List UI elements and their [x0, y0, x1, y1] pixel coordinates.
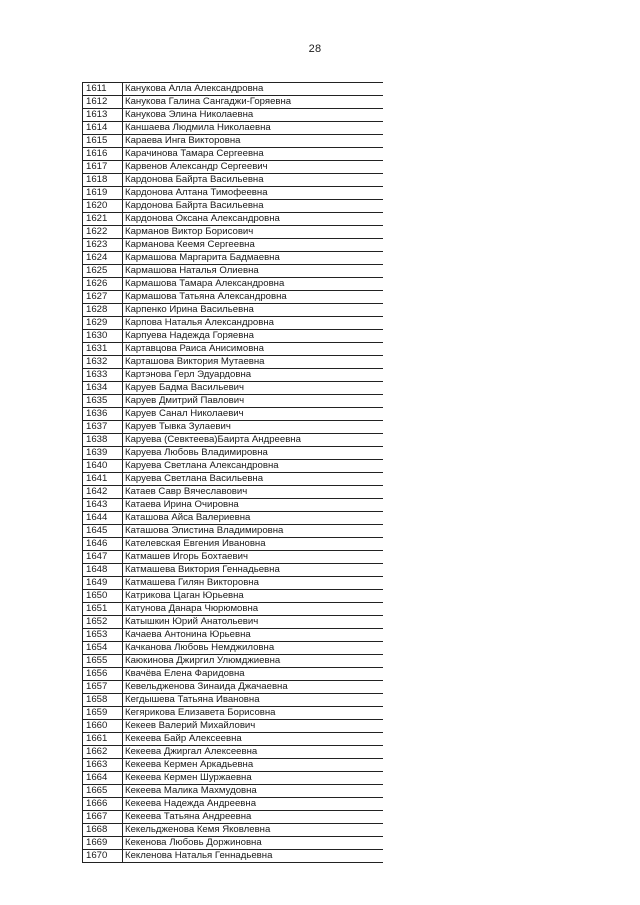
table-row [83, 668, 383, 681]
table-row [83, 408, 383, 421]
row-number: 1612 [83, 96, 123, 109]
row-full-name: Карпуева Надежда Горяевна [123, 330, 383, 343]
row-full-name: Кекеева Кермен Аркадьевна [123, 759, 383, 772]
table-row [83, 837, 383, 850]
table-row [83, 629, 383, 642]
row-full-name: Катмашева Виктория Геннадьевна [123, 564, 383, 577]
row-full-name: Катаев Савр Вячеславович [123, 486, 383, 499]
row-number: 1613 [83, 109, 123, 122]
row-full-name: Карманов Виктор Борисович [123, 226, 383, 239]
table-row [83, 330, 383, 343]
table-row [83, 694, 383, 707]
row-full-name: Карпенко Ирина Васильевна [123, 304, 383, 317]
table-row [83, 213, 383, 226]
row-number: 1611 [83, 83, 123, 96]
row-full-name: Квачёва Елена Фаридовна [123, 668, 383, 681]
row-full-name: Кекленова Наталья Геннадьевна [123, 850, 383, 863]
row-number: 1647 [83, 551, 123, 564]
table-row [83, 460, 383, 473]
table-row [83, 642, 383, 655]
row-number: 1643 [83, 499, 123, 512]
row-full-name: Каруева Любовь Владимировна [123, 447, 383, 460]
table-row [83, 564, 383, 577]
table-row [83, 850, 383, 863]
table-row [83, 811, 383, 824]
row-number: 1627 [83, 291, 123, 304]
row-full-name: Кекеева Байр Алексеевна [123, 733, 383, 746]
row-full-name: Каруев Дмитрий Павлович [123, 395, 383, 408]
row-full-name: Каташова Элистина Владимировна [123, 525, 383, 538]
page-number: 28 [308, 43, 322, 55]
table-row [83, 577, 383, 590]
row-number: 1646 [83, 538, 123, 551]
row-full-name: Кардонова Оксана Александровна [123, 213, 383, 226]
row-full-name: Кармашова Татьяна Александровна [123, 291, 383, 304]
row-number: 1668 [83, 824, 123, 837]
table-row [83, 83, 383, 96]
row-full-name: Каруев Бадма Васильевич [123, 382, 383, 395]
row-number: 1653 [83, 629, 123, 642]
table-row [83, 486, 383, 499]
row-full-name: Качаева Антонина Юрьевна [123, 629, 383, 642]
row-number: 1652 [83, 616, 123, 629]
table-row [83, 122, 383, 135]
row-full-name: Кателевская Евгения Ивановна [123, 538, 383, 551]
row-full-name: Кардонова Алтана Тимофеевна [123, 187, 383, 200]
row-number: 1659 [83, 707, 123, 720]
row-full-name: Кекеева Татьяна Андреевна [123, 811, 383, 824]
row-number: 1635 [83, 395, 123, 408]
table-row [83, 96, 383, 109]
table-row [83, 382, 383, 395]
table-row [83, 291, 383, 304]
row-number: 1664 [83, 772, 123, 785]
table-row [83, 239, 383, 252]
table-row [83, 343, 383, 356]
row-full-name: Каташова Айса Валериевна [123, 512, 383, 525]
row-number: 1642 [83, 486, 123, 499]
table-row [83, 681, 383, 694]
row-number: 1636 [83, 408, 123, 421]
row-number: 1623 [83, 239, 123, 252]
row-number: 1633 [83, 369, 123, 382]
row-number: 1631 [83, 343, 123, 356]
row-number: 1658 [83, 694, 123, 707]
row-number: 1661 [83, 733, 123, 746]
table-row [83, 785, 383, 798]
row-number: 1614 [83, 122, 123, 135]
table-row [83, 603, 383, 616]
table-row [83, 369, 383, 382]
row-number: 1638 [83, 434, 123, 447]
row-full-name: Карташова Виктория Мутаевна [123, 356, 383, 369]
row-number: 1625 [83, 265, 123, 278]
table-row [83, 421, 383, 434]
table-row [83, 720, 383, 733]
row-number: 1640 [83, 460, 123, 473]
row-number: 1617 [83, 161, 123, 174]
row-full-name: Каруева Светлана Александровна [123, 460, 383, 473]
row-number: 1669 [83, 837, 123, 850]
table-row [83, 317, 383, 330]
table-row [83, 161, 383, 174]
table-row [83, 135, 383, 148]
row-full-name: Каруева (Севктеева)Баирта Андреевна [123, 434, 383, 447]
row-full-name: Кевельдженова Зинаида Джачаевна [123, 681, 383, 694]
row-full-name: Катаева Ирина Очировна [123, 499, 383, 512]
table-row [83, 278, 383, 291]
table-row [83, 798, 383, 811]
table-row [83, 590, 383, 603]
row-full-name: Картавцова Раиса Анисимовна [123, 343, 383, 356]
row-full-name: Каншаева Людмила Николаевна [123, 122, 383, 135]
row-number: 1657 [83, 681, 123, 694]
row-full-name: Кармашова Тамара Александровна [123, 278, 383, 291]
row-full-name: Кекеева Малика Махмудовна [123, 785, 383, 798]
row-full-name: Канукова Элина Николаевна [123, 109, 383, 122]
row-full-name: Каруев Санал Николаевич [123, 408, 383, 421]
row-number: 1628 [83, 304, 123, 317]
table-row [83, 200, 383, 213]
names-table [82, 82, 383, 863]
row-number: 1615 [83, 135, 123, 148]
table-row [83, 499, 383, 512]
row-number: 1621 [83, 213, 123, 226]
row-number: 1670 [83, 850, 123, 863]
table-row [83, 447, 383, 460]
table-row [83, 733, 383, 746]
row-full-name: Карманова Кеемя Сергеевна [123, 239, 383, 252]
row-full-name: Кекельдженова Кемя Яковлевна [123, 824, 383, 837]
table-row [83, 434, 383, 447]
row-number: 1663 [83, 759, 123, 772]
table-row [83, 551, 383, 564]
table-row [83, 395, 383, 408]
row-number: 1634 [83, 382, 123, 395]
row-full-name: Кардонова Байрта Васильевна [123, 174, 383, 187]
row-full-name: Катрикова Цаган Юрьевна [123, 590, 383, 603]
row-full-name: Канукова Алла Александровна [123, 83, 383, 96]
row-number: 1660 [83, 720, 123, 733]
row-full-name: Кардонова Байрта Васильевна [123, 200, 383, 213]
row-number: 1662 [83, 746, 123, 759]
table-row [83, 473, 383, 486]
row-full-name: Кегярикова Елизавета Борисовна [123, 707, 383, 720]
table-row [83, 538, 383, 551]
row-number: 1639 [83, 447, 123, 460]
table-row [83, 226, 383, 239]
names-table-body [83, 83, 383, 863]
row-number: 1629 [83, 317, 123, 330]
table-row [83, 655, 383, 668]
row-full-name: Каюкинова Джиргил Улюмджиевна [123, 655, 383, 668]
table-row [83, 174, 383, 187]
row-full-name: Кармашова Наталья Олиевна [123, 265, 383, 278]
row-number: 1654 [83, 642, 123, 655]
row-number: 1619 [83, 187, 123, 200]
row-full-name: Кегдышева Татьяна Ивановна [123, 694, 383, 707]
row-full-name: Каруев Тывка Зулаевич [123, 421, 383, 434]
row-full-name: Кекеев Валерий Михайлович [123, 720, 383, 733]
table-row [83, 759, 383, 772]
table-row [83, 265, 383, 278]
row-full-name: Караева Инга Викторовна [123, 135, 383, 148]
row-full-name: Кекеева Кермен Шуржаевна [123, 772, 383, 785]
row-number: 1620 [83, 200, 123, 213]
row-full-name: Катмашев Игорь Бохтаевич [123, 551, 383, 564]
row-full-name: Катунова Данара Чюрюмовна [123, 603, 383, 616]
table-row [83, 707, 383, 720]
row-number: 1622 [83, 226, 123, 239]
table-row [83, 304, 383, 317]
table-row [83, 525, 383, 538]
row-full-name: Канукова Галина Сангаджи-Горяевна [123, 96, 383, 109]
row-full-name: Карпова Наталья Александровна [123, 317, 383, 330]
table-row [83, 772, 383, 785]
row-number: 1665 [83, 785, 123, 798]
row-number: 1648 [83, 564, 123, 577]
table-row [83, 512, 383, 525]
table-row [83, 746, 383, 759]
table-row [83, 356, 383, 369]
row-full-name: Кармашова Маргарита Бадмаевна [123, 252, 383, 265]
row-full-name: Кекеева Надежда Андреевна [123, 798, 383, 811]
row-full-name: Карачинова Тамара Сергеевна [123, 148, 383, 161]
row-number: 1666 [83, 798, 123, 811]
row-number: 1641 [83, 473, 123, 486]
row-number: 1630 [83, 330, 123, 343]
row-number: 1655 [83, 655, 123, 668]
table-row [83, 252, 383, 265]
row-full-name: Качканова Любовь Немджиловна [123, 642, 383, 655]
row-number: 1645 [83, 525, 123, 538]
row-full-name: Кекеева Джиргал Алексеевна [123, 746, 383, 759]
table-row [83, 824, 383, 837]
row-full-name: Катышкин Юрий Анатольевич [123, 616, 383, 629]
row-number: 1649 [83, 577, 123, 590]
table-row [83, 148, 383, 161]
row-number: 1632 [83, 356, 123, 369]
row-full-name: Каруева Светлана Васильевна [123, 473, 383, 486]
row-number: 1616 [83, 148, 123, 161]
row-number: 1651 [83, 603, 123, 616]
row-full-name: Карвенов Александр Сергеевич [123, 161, 383, 174]
row-full-name: Кекенова Любовь Доржиновна [123, 837, 383, 850]
table-row [83, 616, 383, 629]
row-number: 1624 [83, 252, 123, 265]
row-number: 1626 [83, 278, 123, 291]
row-full-name: Катмашева Гилян Викторовна [123, 577, 383, 590]
row-number: 1667 [83, 811, 123, 824]
table-row [83, 109, 383, 122]
row-full-name: Картэнова Герл Эдуардовна [123, 369, 383, 382]
row-number: 1637 [83, 421, 123, 434]
row-number: 1656 [83, 668, 123, 681]
row-number: 1644 [83, 512, 123, 525]
row-number: 1618 [83, 174, 123, 187]
table-row [83, 187, 383, 200]
row-number: 1650 [83, 590, 123, 603]
